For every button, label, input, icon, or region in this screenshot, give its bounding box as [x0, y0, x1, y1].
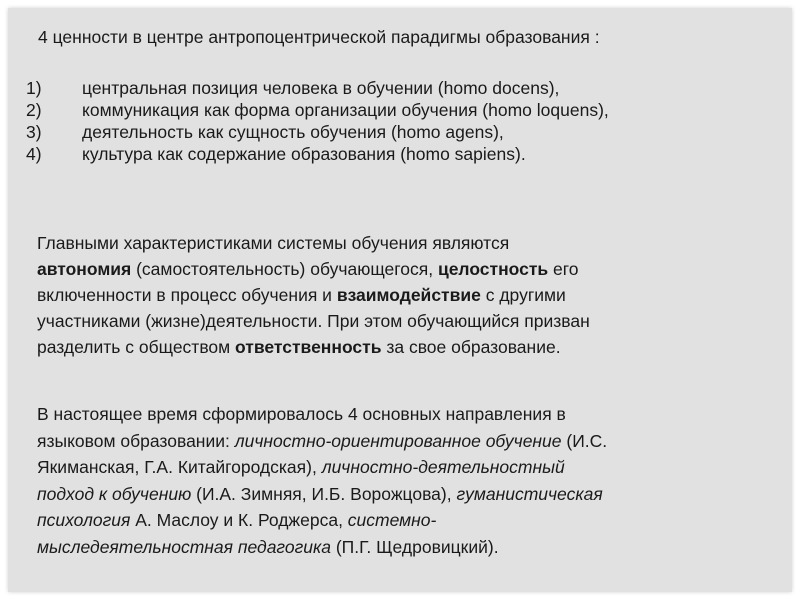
paragraph-line — [37, 334, 767, 360]
text-run: с другими — [480, 285, 566, 305]
paragraph-line — [37, 401, 767, 428]
paragraph-line — [37, 308, 767, 334]
list-item-number: 2) — [26, 100, 42, 120]
text-run: его — [548, 259, 579, 279]
text-run: (П.Г. Щедровицкий). — [330, 536, 499, 557]
list-item-number: 3) — [26, 122, 42, 142]
list-item-text: коммуникация как форма организации обучения (homo loquens), — [82, 100, 609, 120]
list-item — [26, 99, 776, 121]
direction-term: гуманистическая — [456, 483, 603, 504]
text-run: за свое образование. — [381, 337, 561, 357]
text-run: включенности в процесс обучения и — [37, 285, 337, 305]
slide-title: 4 ценности в центре антропоцентрической парадигмы образования : — [38, 27, 600, 47]
paragraph-line — [37, 454, 767, 481]
text-run: разделить с обществом — [37, 337, 236, 357]
text-run: языковом образовании: — [37, 430, 235, 451]
text-run: Главными характеристиками системы обучения являются — [37, 233, 510, 253]
text-run: А. Маслоу и К. Роджерса, — [130, 510, 348, 530]
values-list — [26, 77, 776, 165]
direction-term: подход к обучению — [37, 483, 192, 504]
list-item-text: культура как содержание образования (homo sapiens). — [82, 144, 526, 164]
list-item-number: 1) — [26, 78, 42, 98]
text-run: В настоящее время сформировалось 4 основных направления в — [37, 404, 566, 424]
list-item — [26, 121, 776, 143]
slide — [8, 8, 792, 592]
directions-paragraph — [37, 401, 767, 560]
direction-term: психология — [37, 510, 131, 530]
paragraph-line — [37, 282, 767, 308]
list-item-text: центральная позиция человека в обучении (homo docens), — [82, 78, 560, 98]
keyword-interaction: взаимодействие — [336, 285, 481, 305]
text-run: (И.А. Зимняя, И.Б. Ворожцова), — [191, 483, 457, 504]
keyword-responsibility: ответственность — [235, 337, 382, 357]
list-item-text: деятельность как сущность обучения (homo agens), — [82, 122, 504, 142]
paragraph-line — [37, 481, 767, 508]
text-run: (И.С. — [561, 430, 608, 451]
text-run: Якиманская, Г.А. Китайгородская), — [37, 457, 322, 477]
direction-term: личностно-деятельностный — [321, 457, 565, 477]
keyword-autonomy: автономия — [37, 259, 132, 279]
list-item-number: 4) — [26, 144, 42, 164]
direction-term: мыследеятельностная педагогика — [37, 536, 331, 557]
paragraph-line — [37, 507, 767, 534]
direction-term: системно- — [347, 510, 437, 530]
list-item — [26, 143, 776, 165]
paragraph-line — [37, 428, 767, 455]
text-run: (самостоятельность) обучающегося, — [131, 259, 438, 279]
keyword-integrity: целостность — [437, 259, 549, 279]
slide-content — [8, 8, 792, 592]
paragraph-line — [37, 534, 767, 561]
characteristics-paragraph — [37, 230, 767, 360]
paragraph-line — [37, 230, 767, 256]
text-run: участниками (жизне)деятельности. При этом обучающийся призван — [37, 311, 590, 331]
paragraph-line — [37, 256, 767, 282]
list-item — [26, 77, 776, 99]
direction-term: личностно-ориентированное обучение — [234, 430, 562, 451]
